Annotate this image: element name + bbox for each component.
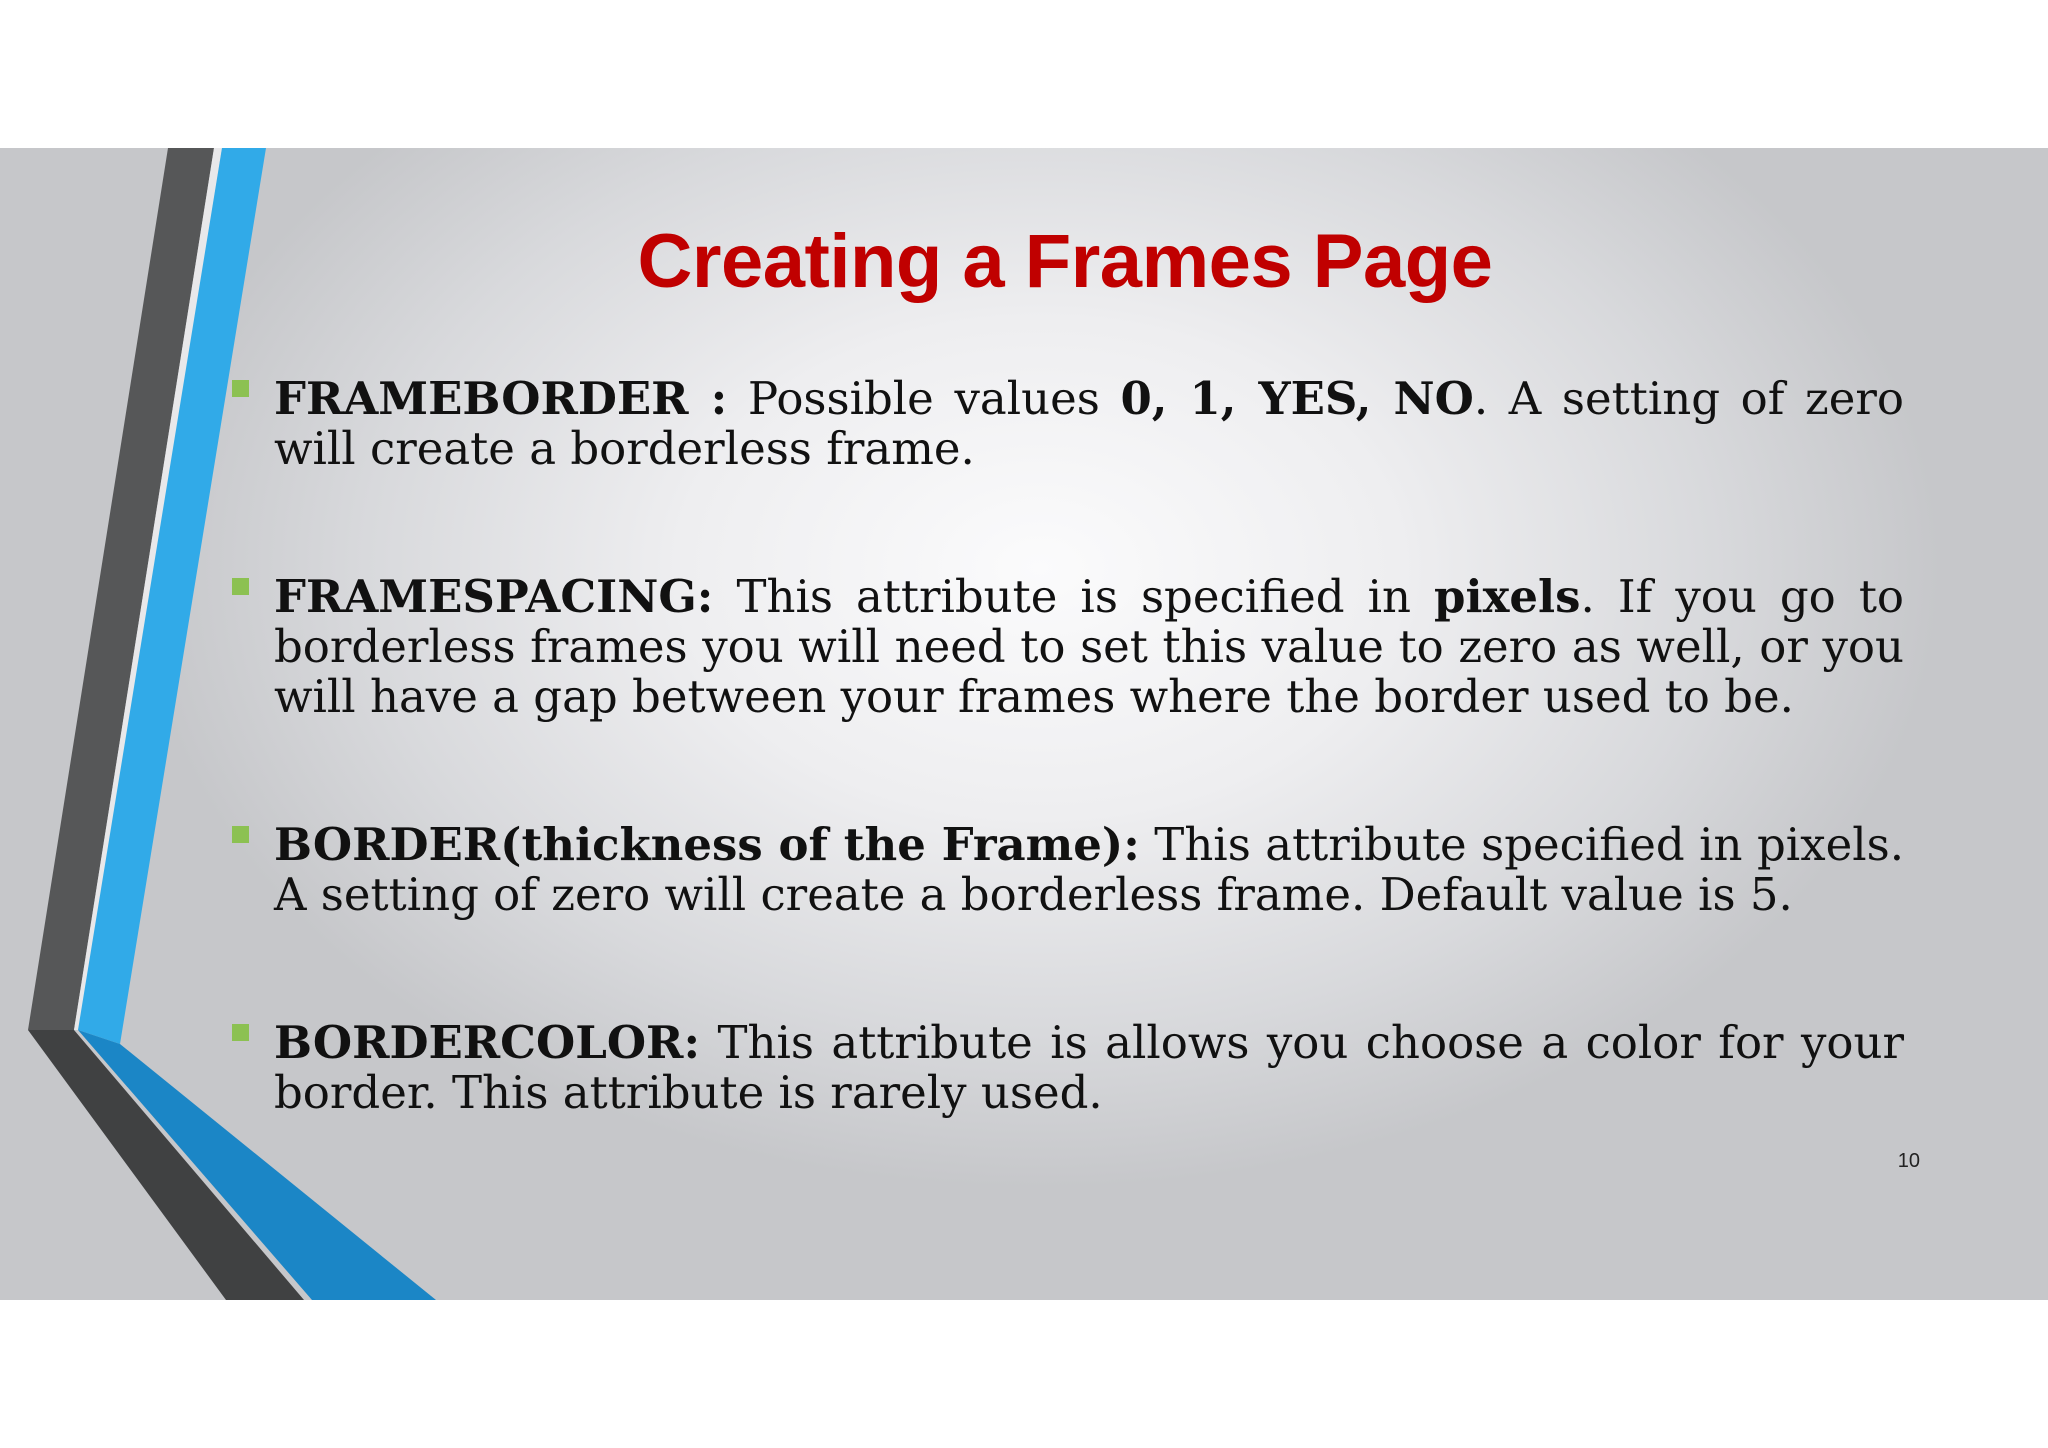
bullet-marker-icon [232,578,249,595]
bullet-bordercolor [232,1018,1904,1118]
bullet-text: This attribute is specified in [713,570,1435,623]
bullet-framespacing [232,572,1904,722]
bullet-term: BORDERCOLOR: [274,1016,701,1069]
bullet-marker-icon [232,1024,249,1041]
bullet-marker-icon [232,380,249,397]
bullet-text: Possible values [727,372,1121,425]
bullet-values: 0, 1, YES, NO [1120,372,1474,425]
bullet-term: FRAMEBORDER : [274,372,728,425]
bullet-border [232,820,1904,920]
bullet-text: . A setting of zero will create a borderless frame. [274,372,1905,475]
bullet-marker-icon [232,826,249,843]
bullet-text: . If you go to borderless frames you will need to set this value to zero as well, or you will have a gap between your frames where the border used to be. [274,570,1904,723]
bullet-text: This attribute is allows you choose a color for your border. This attribute is rarely used. [274,1016,1904,1119]
bullet-term: FRAMESPACING: [274,570,714,623]
bullet-text: This attribute specified in pixels. A setting of zero will create a borderless frame. Default value is 5. [274,818,1904,921]
page-number: 10 [1897,1150,1920,1172]
bullet-list [232,374,1904,1118]
bullet-emphasis: pixels [1434,570,1581,623]
bullet-term: BORDER(thickness of the Frame): [274,818,1140,871]
slide [0,148,2048,1300]
bullet-frameborder [232,374,1904,474]
slide-title: Creating a Frames Page [637,219,1493,304]
